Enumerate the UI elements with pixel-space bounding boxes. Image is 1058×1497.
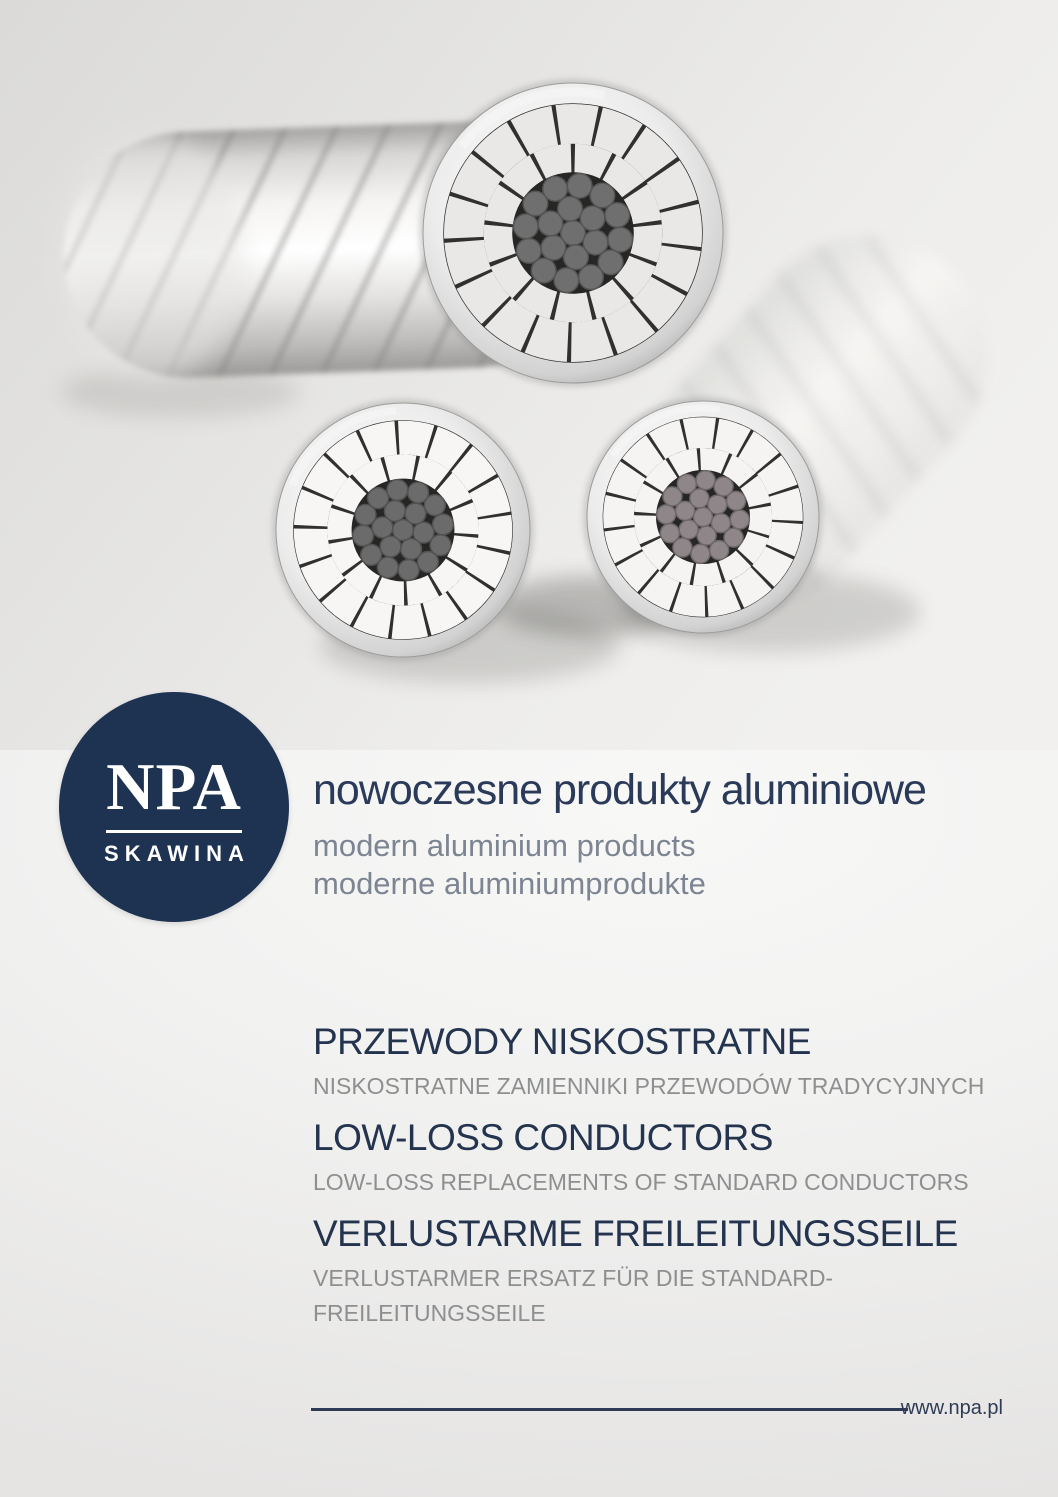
section-subtitle: LOW-LOSS REPLACEMENTS OF STANDARD CONDUCTORS — [313, 1169, 969, 1195]
company-logo — [59, 692, 289, 922]
section-title: PRZEWODY NISKOSTRATNE — [313, 1021, 811, 1062]
section-subtitle: NISKOSTRATNE ZAMIENNIKI PRZEWODÓW TRADYCYJNYCH — [313, 1073, 985, 1099]
section-title: VERLUSTARME FREILEITUNGSSEILE — [313, 1213, 958, 1254]
title-sections — [313, 1021, 1013, 1344]
product-section — [313, 1213, 1013, 1331]
tagline-secondary-line: moderne aluminiumprodukte — [313, 866, 706, 901]
logo-divider — [106, 830, 242, 833]
tagline-block — [313, 767, 926, 903]
section-subtitle: VERLUSTARMER ERSATZ FÜR DIE STANDARD- FREILEITUNGSSEILE — [313, 1265, 834, 1326]
product-section — [313, 1021, 1013, 1104]
logo-city: SKAWINA — [104, 841, 250, 866]
tagline-secondary — [313, 827, 926, 903]
tagline-primary: nowoczesne produkty aluminiowe — [313, 766, 926, 814]
tagline-secondary-line: modern aluminium products — [313, 828, 696, 863]
section-title: LOW-LOSS CONDUCTORS — [313, 1117, 773, 1158]
footer-rule — [311, 1408, 908, 1411]
website-link[interactable]: www.npa.pl — [900, 1397, 1003, 1419]
product-section — [313, 1117, 1013, 1200]
logo-acronym: NPA — [106, 750, 242, 824]
